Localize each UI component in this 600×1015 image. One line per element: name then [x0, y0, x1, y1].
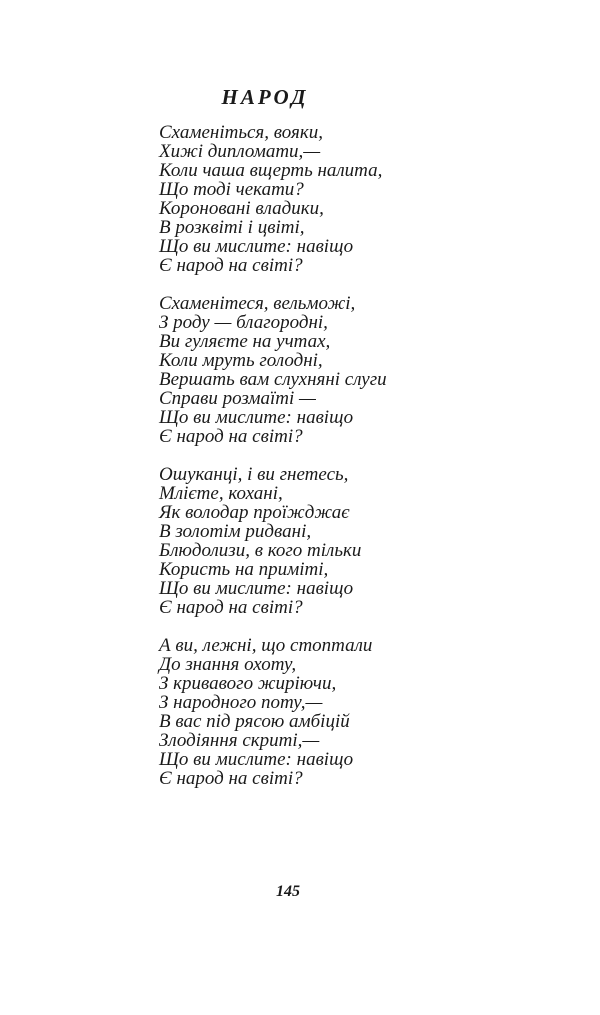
poem-line: Млієте, кохані, [159, 483, 283, 504]
poem-line: Що ви мислите: навіщо [159, 578, 354, 599]
stanza-3 [159, 465, 387, 617]
poem-line: Що ви мислите: навіщо [159, 749, 354, 770]
poem-title: НАРОД [221, 85, 309, 109]
poem-body [159, 123, 387, 807]
poem-line: Схаменітеся, вельможі, [159, 293, 356, 314]
poem-line: Ошуканці, і ви гнетесь, [159, 464, 349, 485]
poem-line: В золотім ридвані, [159, 521, 312, 542]
poem-line: Ви гуляєте на учтах, [159, 331, 331, 352]
stanza-2 [159, 294, 387, 446]
poem-line: З кривавого жиріючи, [159, 673, 337, 694]
poem-line: Коли чаша вщерть налита, [159, 160, 383, 181]
poem-line: Хижі дипломати,— [159, 141, 321, 162]
poem-line: Що ви мислите: навіщо [159, 407, 354, 428]
poem-line: Блюдолизи, в кого тільки [159, 540, 362, 561]
poem-line: Злодіяння скриті,— [159, 730, 320, 751]
poem-line: З роду — благородні, [159, 312, 328, 333]
poem-line: Що тоді чекати? [159, 179, 304, 200]
poem-line: Вершать вам слухняні слуги [159, 369, 387, 390]
poem-line: З народного поту,— [159, 692, 323, 713]
poem-line: Є народ на світі? [159, 426, 303, 447]
poem-line: Є народ на світі? [159, 255, 303, 276]
stanza-1 [159, 123, 387, 275]
poem-line: Є народ на світі? [159, 768, 303, 789]
poem-line: Короновані владики, [159, 198, 324, 219]
poem-line: До знання охоту, [159, 654, 297, 675]
poem-line: В розквіті і цвіті, [159, 217, 305, 238]
page-number: 145 [276, 883, 300, 900]
poem-line: В вас під рясою амбіцій [159, 711, 350, 732]
poem-line: Користь на приміті, [159, 559, 329, 580]
poem-line: Є народ на світі? [159, 597, 303, 618]
poem-line: А ви, лежні, що стоптали [159, 635, 373, 656]
poem-line: Коли мруть голодні, [159, 350, 323, 371]
poem-line: Що ви мислите: навіщо [159, 236, 354, 257]
stanza-4 [159, 636, 387, 788]
poem-line: Як володар проїжджає [159, 502, 350, 523]
poem-line: Схаменіться, вояки, [159, 122, 323, 143]
poem-line: Справи розмаїті — [159, 388, 316, 409]
